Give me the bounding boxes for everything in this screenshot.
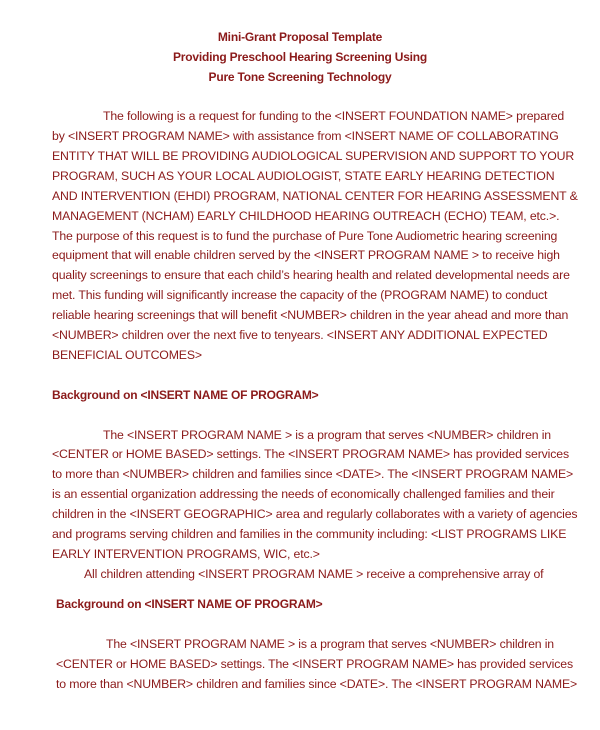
title-line: Providing Preschool Hearing Screening Using bbox=[172, 50, 428, 64]
paragraph-line: <CENTER or HOME BASED> settings. The <INSERT PROGRAM NAME> has provided services bbox=[56, 657, 573, 671]
section-heading: Background on <INSERT NAME OF PROGRAM> bbox=[56, 597, 323, 611]
paragraph-line: The purpose of this request is to fund the purchase of Pure Tone Audiometric hearing screening bbox=[52, 229, 558, 243]
section-heading: Background on <INSERT NAME OF PROGRAM> bbox=[52, 388, 319, 402]
paragraph-line: AND INTERVENTION (EHDI) PROGRAM, NATIONAL CENTER FOR HEARING ASSESSMENT & bbox=[52, 189, 578, 203]
paragraph-line: MANAGEMENT (NCHAM) EARLY CHILDHOOD HEARING OUTREACH (ECHO) TEAM, etc.>. bbox=[52, 209, 560, 223]
paragraph-line: is an essential organization addressing the needs of economically challenged families and their bbox=[52, 487, 555, 501]
paragraph-line: to more than <NUMBER> children and families since <DATE>. The <INSERT PROGRAM NAME> bbox=[56, 677, 578, 691]
paragraph-line: to more than <NUMBER> children and families since <DATE>. The <INSERT PROGRAM NAME> bbox=[52, 467, 574, 481]
paragraph-line: quality screenings to ensure that each child’s hearing health and related developmental needs are bbox=[52, 268, 570, 282]
paragraph-line: <NUMBER> children over the next five to tenyears. <INSERT ANY ADDITIONAL EXPECTED bbox=[52, 328, 548, 342]
title-line: Pure Tone Screening Technology bbox=[208, 70, 392, 84]
paragraph-line: met. This funding will significantly increase the capacity of the (PROGRAM NAME) to conduct bbox=[52, 288, 548, 302]
paragraph-line: reliable hearing screenings that will benefit <NUMBER> children in the year ahead and more than bbox=[52, 308, 569, 322]
paragraph-line: All children attending <INSERT PROGRAM NAME > receive a comprehensive array of bbox=[84, 567, 544, 581]
paragraph-line: BENEFICIAL OUTCOMES> bbox=[52, 348, 202, 362]
paragraph-line: equipment that will enable children served by the <INSERT PROGRAM NAME > to receive high bbox=[52, 248, 560, 262]
paragraph-line: The <INSERT PROGRAM NAME > is a program that serves <NUMBER> children in bbox=[106, 637, 554, 651]
paragraph-line: ENTITY THAT WILL BE PROVIDING AUDIOLOGICAL SUPERVISION AND SUPPORT TO YOUR bbox=[52, 149, 575, 163]
document-title bbox=[0, 27, 600, 87]
paragraph-line: children in the <INSERT GEOGRAPHIC> area and regularly collaborates with a variety of agencies bbox=[52, 507, 578, 521]
paragraph-line: <CENTER or HOME BASED> settings. The <INSERT PROGRAM NAME> has provided services bbox=[52, 447, 569, 461]
paragraph-line: and programs serving children and families in the community including: <LIST PROGRAMS LIKE bbox=[52, 527, 567, 541]
paragraph-line: EARLY INTERVENTION PROGRAMS, WIC, etc.> bbox=[52, 547, 320, 561]
paragraph-line: The <INSERT PROGRAM NAME > is a program that serves <NUMBER> children in bbox=[103, 428, 551, 442]
paragraph-line: by <INSERT PROGRAM NAME> with assistance from <INSERT NAME OF COLLABORATING bbox=[52, 129, 559, 143]
paragraph-line: The following is a request for funding to the <INSERT FOUNDATION NAME> prepared bbox=[103, 109, 565, 123]
title-line: Mini-Grant Proposal Template bbox=[217, 30, 383, 44]
paragraph-line: PROGRAM, SUCH AS YOUR LOCAL AUDIOLOGIST, STATE EARLY HEARING DETECTION bbox=[52, 169, 555, 183]
